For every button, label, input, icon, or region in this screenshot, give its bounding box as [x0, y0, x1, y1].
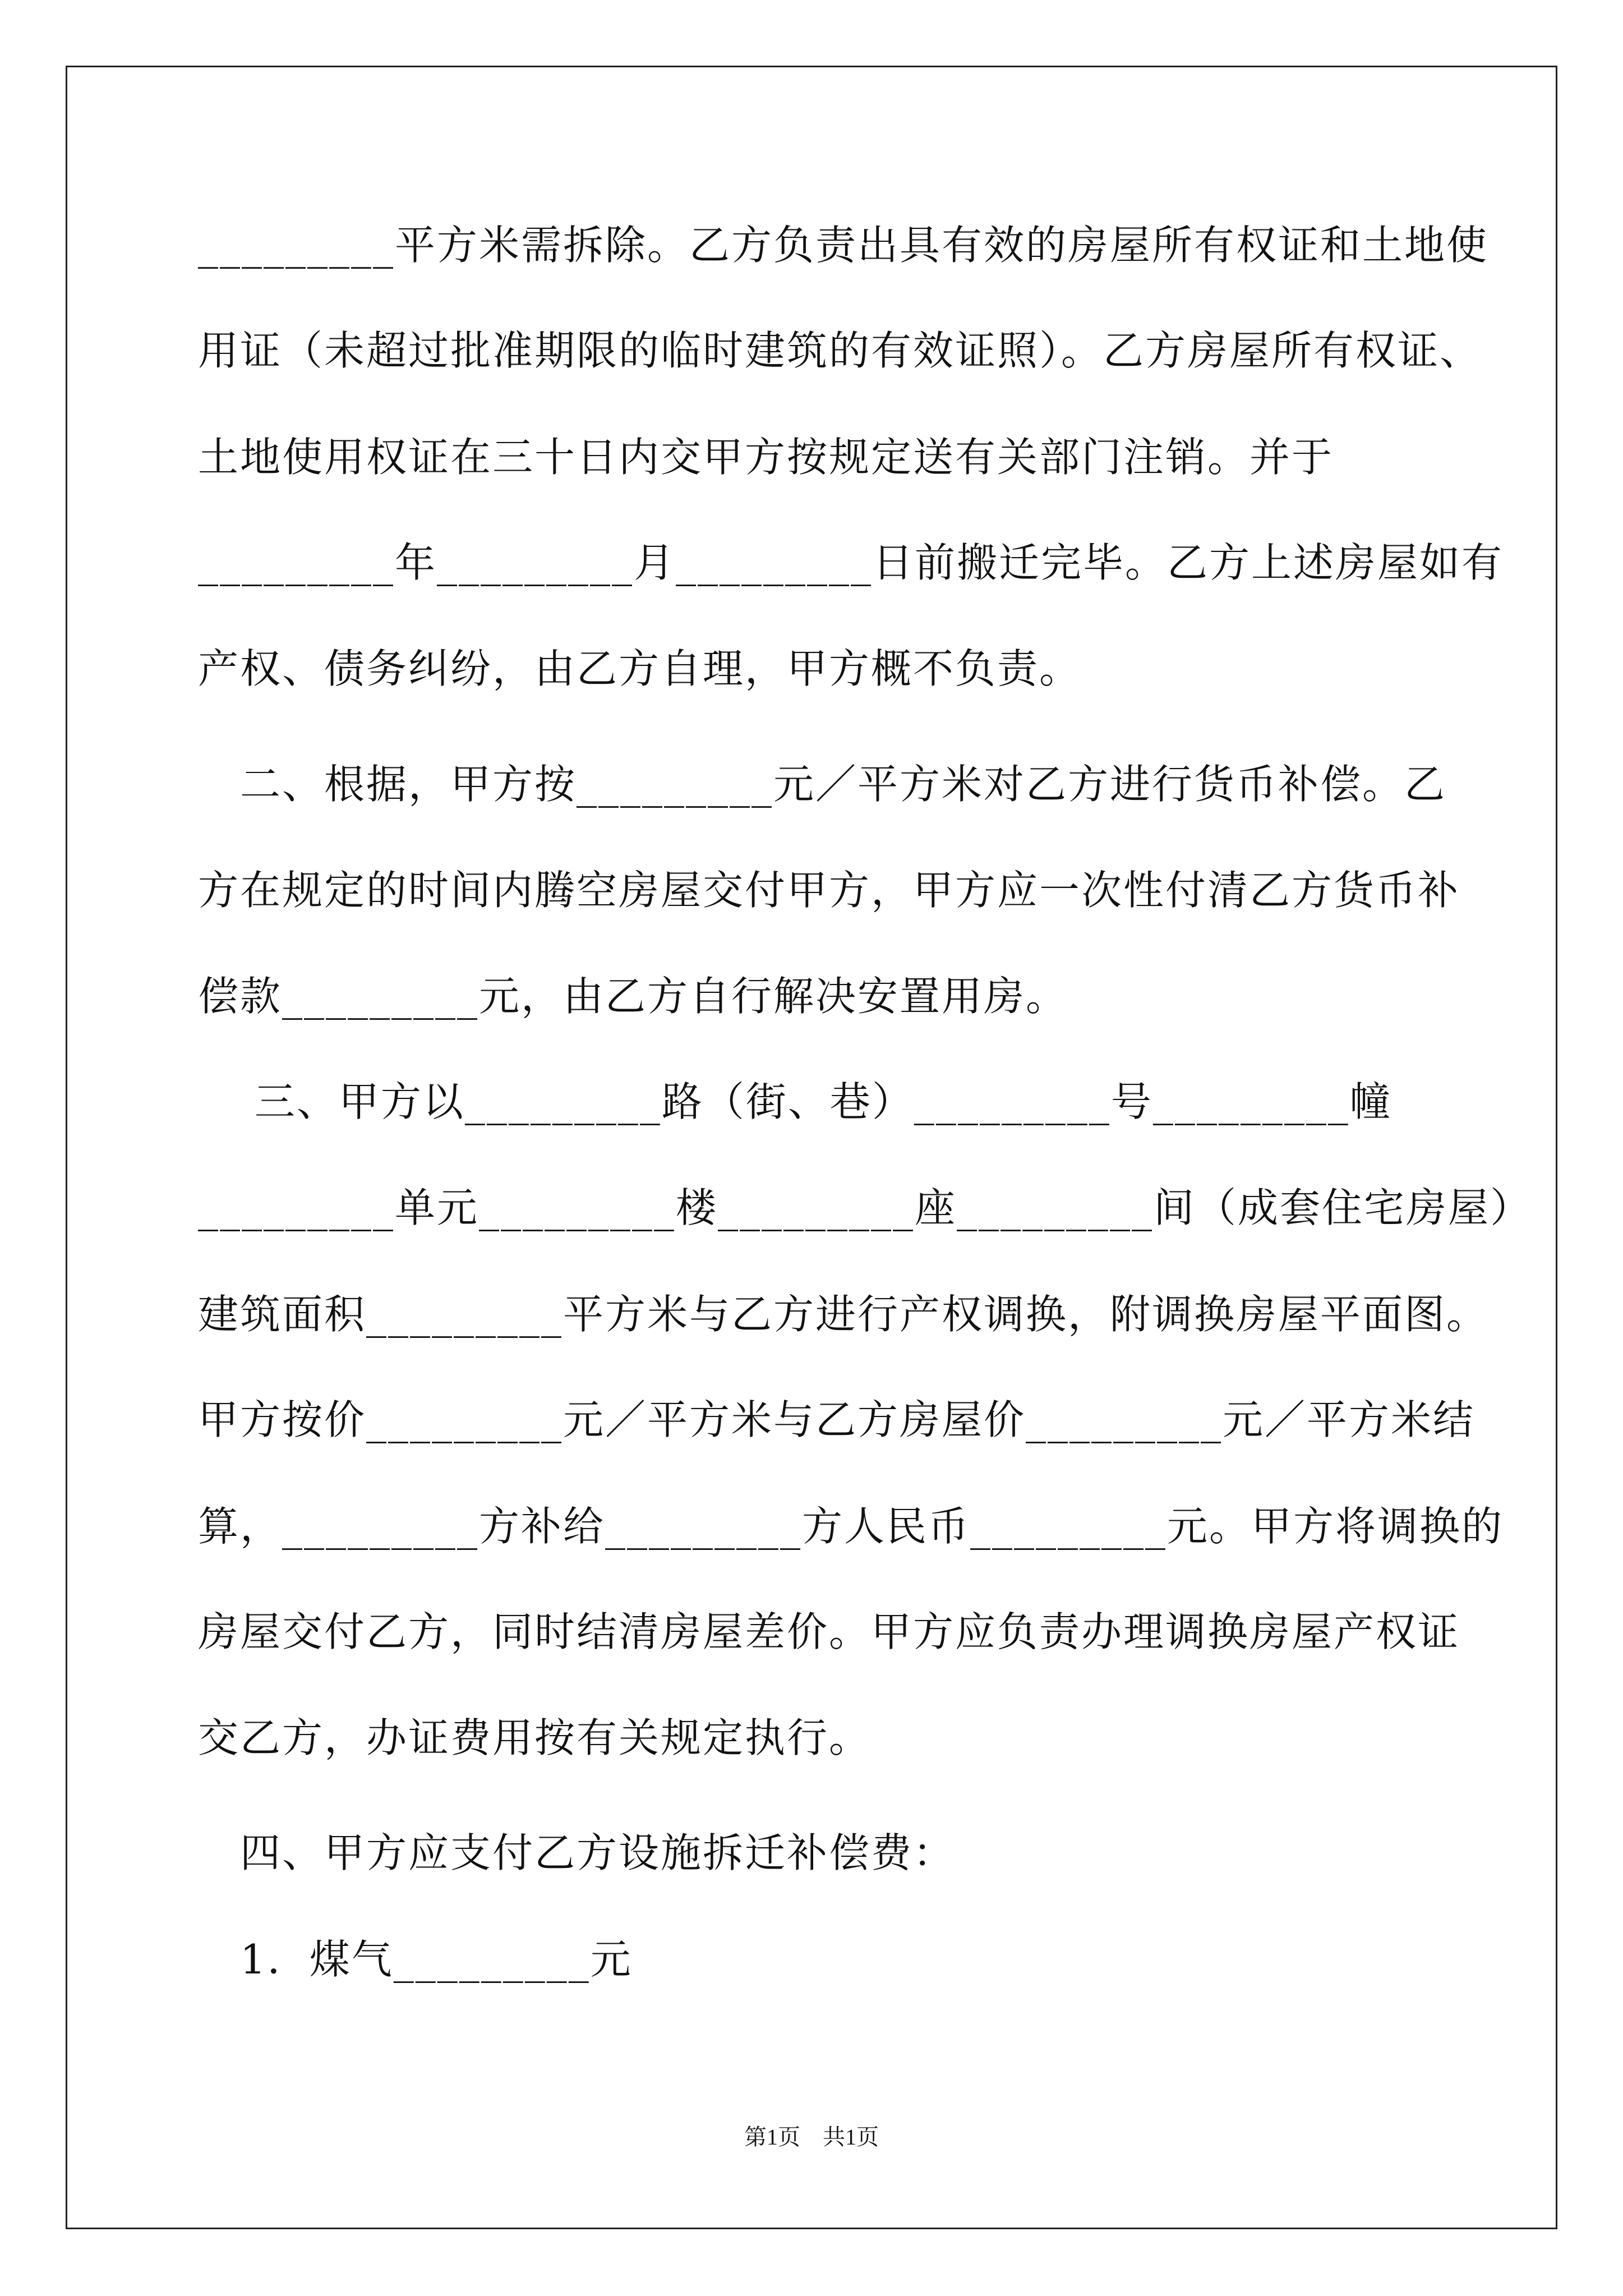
text-line-5: 产权、债务纠纷，由乙方自理，甲方概不负责。 — [198, 645, 1082, 692]
text-line-2: 用证（未超过批准期限的临时建筑的有效证照）。乙方房屋所有权证、 — [198, 327, 1482, 374]
text-line-10: _________单元_________楼_________座_________间（成套住宅房屋） — [198, 1184, 1533, 1231]
page-border — [66, 66, 1557, 2229]
text-line-9: 三、甲方以_________路（街、巷）_________号_________幢 — [198, 1078, 1392, 1125]
text-line-1: _________平方米需拆除。乙方负责出具有效的房屋所有权证和土地使 — [198, 222, 1489, 269]
text-line-13: 算，_________方补给_________方人民币_________元。甲方将调换的 — [198, 1503, 1504, 1550]
text-line-15: 交乙方，办证费用按有关规定执行。 — [198, 1714, 872, 1761]
page-footer: 第1页 共1页 — [744, 2124, 879, 2150]
text-line-4: _________年_________月_________日前搬迁完毕。乙方上述房屋如有 — [198, 539, 1504, 586]
text-line-8: 偿款_________元，由乙方自行解决安置用房。 — [198, 973, 1068, 1020]
text-line-6: 二、根据，甲方按_________元／平方米对乙方进行货币补偿。乙 — [198, 761, 1447, 808]
text-line-7: 方在规定的时间内腾空房屋交付甲方，甲方应一次性付清乙方货币补 — [198, 867, 1460, 914]
text-line-3: 土地使用权证在三十日内交甲方按规定送有关部门注销。并于 — [198, 434, 1334, 481]
text-line-17: 1．煤气_________元 — [198, 1936, 633, 1983]
text-line-12: 甲方按价_________元／平方米与乙方房屋价_________元／平方米结 — [198, 1396, 1476, 1443]
text-line-14: 房屋交付乙方，同时结清房屋差价。甲方应负责办理调换房屋产权证 — [198, 1608, 1460, 1655]
text-line-11: 建筑面积_________平方米与乙方进行产权调换，附调换房屋平面图。 — [198, 1291, 1489, 1338]
text-line-16: 四、甲方应支付乙方设施拆迁补偿费： — [198, 1829, 956, 1876]
